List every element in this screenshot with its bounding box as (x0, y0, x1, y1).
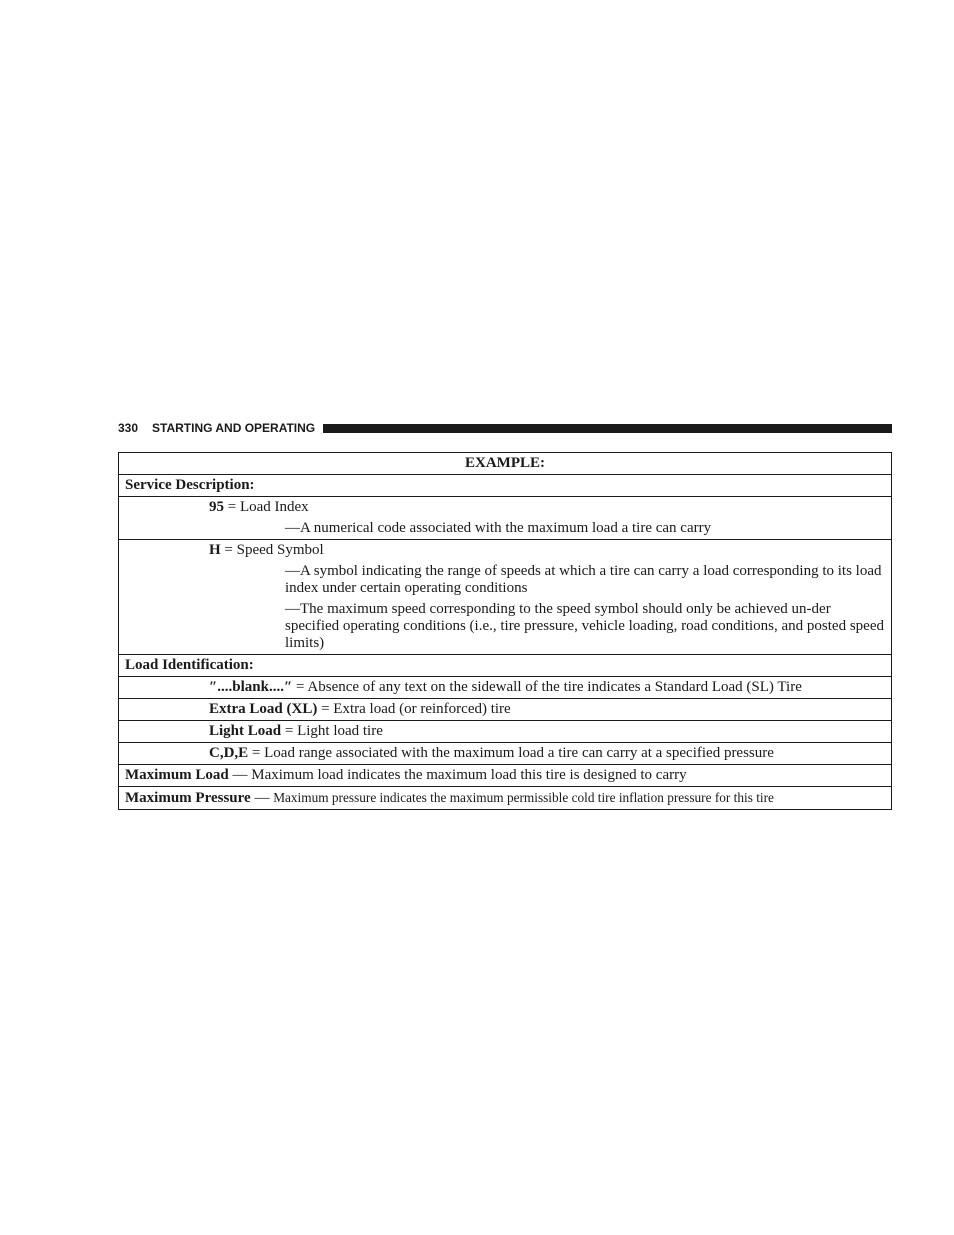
light-load-text: = Light load tire (281, 723, 383, 739)
maximum-pressure-text: Maximum pressure indicates the maximum permissible cold tire inflation pressure for this tire (273, 790, 774, 805)
tire-example-table (118, 452, 892, 810)
blank-row (119, 677, 892, 699)
cde-row (119, 743, 892, 765)
speed-symbol-desc-2: —The maximum speed corresponding to the speed symbol should only be achieved un-der specified operating conditions (i.e., tire pressure, vehicle loading, road conditions, and posted speed limits) (285, 601, 884, 651)
cde-code: C,D,E (209, 745, 249, 761)
cde-text: = Load range associated with the maximum load a tire can carry at a specified pressure (248, 745, 774, 761)
header-rule (323, 424, 892, 433)
section-title: STARTING AND OPERATING (152, 421, 316, 435)
maximum-pressure-row (119, 787, 892, 810)
load-identification-row (119, 655, 892, 677)
load-index-text: = Load Index (224, 499, 309, 515)
blank-text: = Absence of any text on the sidewall of the tire indicates a Standard Load (SL) Tire (292, 679, 802, 695)
extra-load-text: = Extra load (or reinforced) tire (317, 701, 511, 717)
speed-symbol-text: = Speed Symbol (220, 542, 324, 558)
maximum-load-row (119, 765, 892, 787)
page-header (118, 420, 892, 436)
extra-load-code: Extra Load (XL) (209, 701, 318, 717)
load-identification-label: Load Identification: (125, 657, 254, 673)
speed-symbol-row (119, 540, 892, 655)
service-description-label: Service Description: (125, 477, 255, 493)
speed-symbol-line (125, 542, 885, 559)
load-index-code: 95 (209, 499, 224, 515)
page-number: 330 (118, 421, 139, 435)
maximum-load-text: — Maximum load indicates the maximum load this tire is designed to carry (228, 767, 687, 783)
blank-code: ″....blank....″ (209, 679, 293, 695)
speed-symbol-code: H (209, 542, 221, 558)
speed-symbol-desc-1: —A symbol indicating the range of speeds at which a tire can carry a load corresponding to its load index under certain operating conditions (285, 563, 882, 596)
table-title: EXAMPLE: (119, 453, 892, 475)
table-title-row (119, 453, 892, 475)
light-load-code: Light Load (209, 723, 282, 739)
maximum-load-label: Maximum Load (125, 767, 229, 783)
load-index-row (119, 497, 892, 540)
maximum-pressure-label: Maximum Pressure (125, 790, 251, 806)
maximum-pressure-dash: — (250, 790, 274, 806)
light-load-row (119, 721, 892, 743)
service-description-row (119, 475, 892, 497)
load-index-line (125, 499, 885, 516)
extra-load-row (119, 699, 892, 721)
load-index-desc: —A numerical code associated with the maximum load a tire can carry (285, 520, 712, 536)
